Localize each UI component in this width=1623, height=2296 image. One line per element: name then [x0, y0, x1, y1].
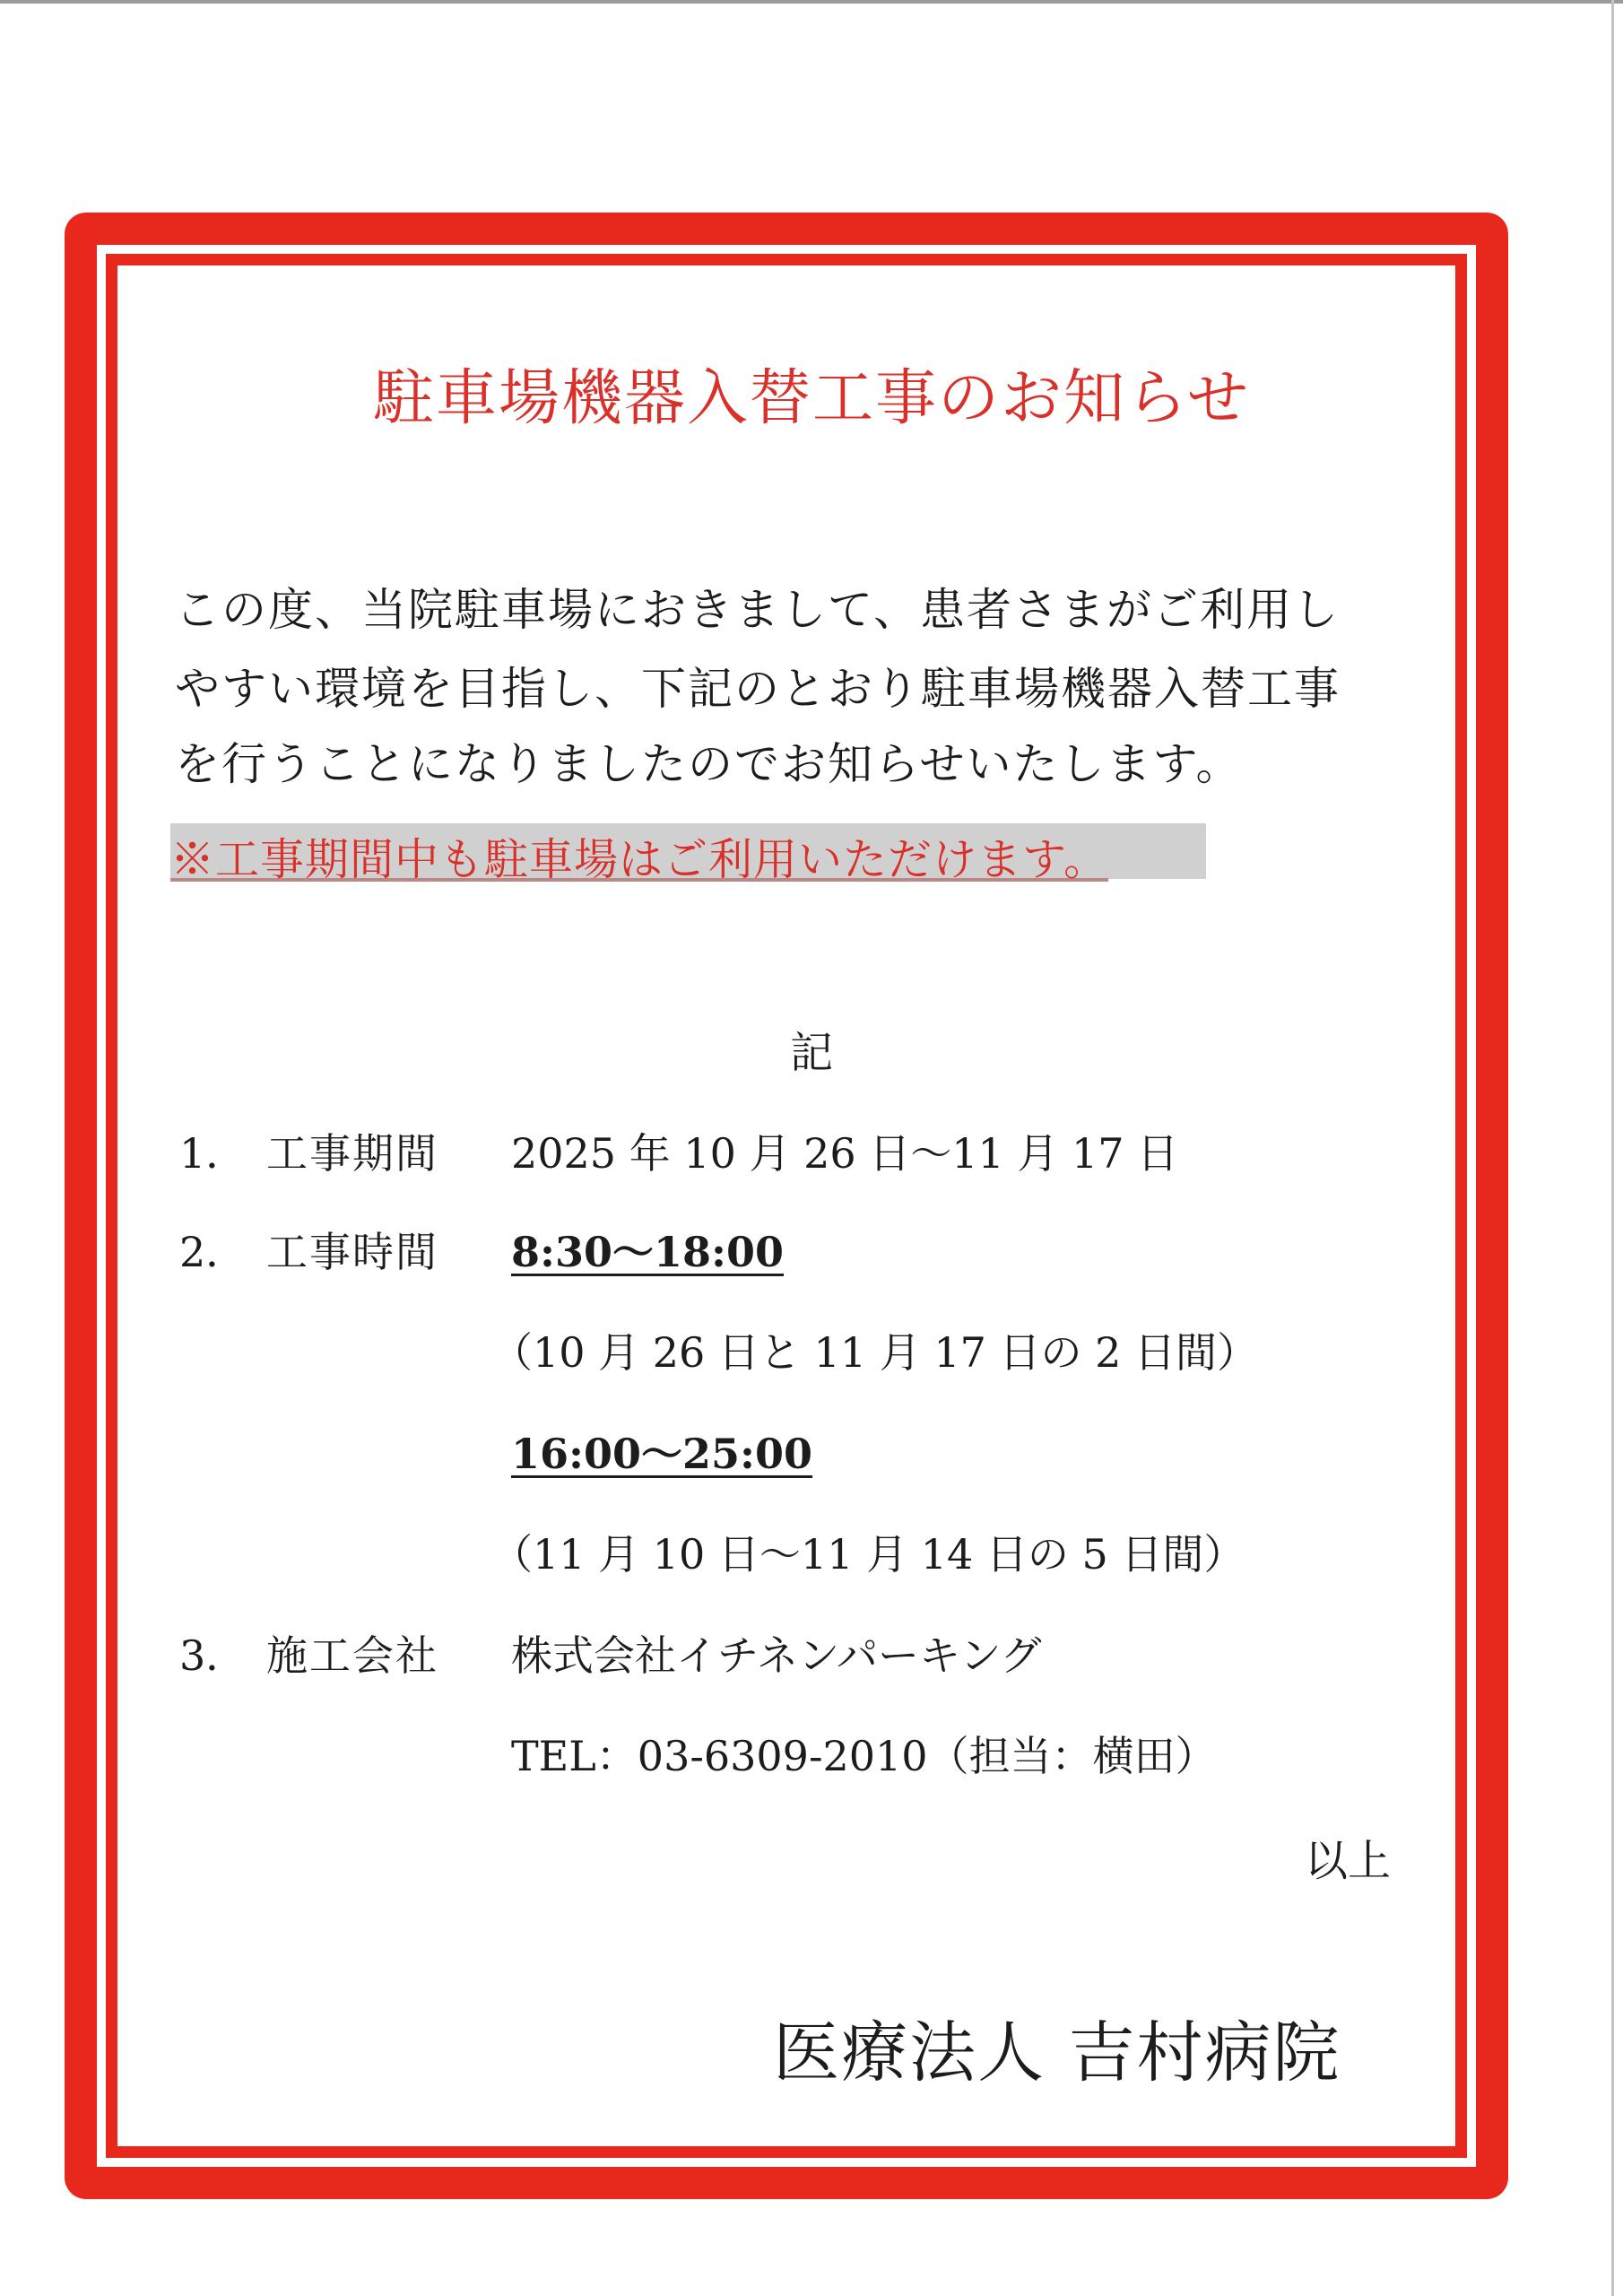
item-3-contact-phone: TEL：03-6309-2010（担当：横田） [511, 1732, 1217, 1780]
scan-edge-right [1611, 0, 1614, 2296]
intro-line-3: を行うことになりましたのでお知らせいたします。 [175, 738, 1243, 790]
item-3-contractor: 株式会社イチネンパーキング [511, 1631, 1042, 1680]
item-2-days-night: （11 月 10 日～11 月 14 日の 5 日間） [491, 1530, 1245, 1578]
item-1-number: 1． [179, 1129, 247, 1178]
item-2-days-day: （10 月 26 日と 11 月 17 日の 2 日間） [491, 1328, 1258, 1377]
item-1-construction-period: 2025 年 10 月 26 日～11 月 17 日 [511, 1129, 1179, 1178]
hospital-signature: 医療法人 吉村病院 [773, 2014, 1341, 2092]
parking-available-notice: ※工事期間中も駐車場はご利用いただけます。 [170, 834, 1109, 885]
frame-white-gap [97, 245, 1476, 2167]
inner-red-border [106, 254, 1467, 2158]
intro-line-2: やすい環境を目指し、下記のとおり駐車場機器入替工事 [175, 663, 1341, 715]
scan-edge-top [0, 0, 1623, 4]
red-border-frame [65, 213, 1508, 2199]
item-3-label: 施工会社 [266, 1631, 438, 1680]
item-2-hours-day: 8:30～18:00 [511, 1228, 785, 1276]
item-3-number: 3． [179, 1631, 247, 1680]
item-2-number: 2． [179, 1228, 247, 1276]
item-1-label: 工事期間 [266, 1129, 438, 1178]
item-2-label: 工事時間 [266, 1228, 438, 1276]
closing-mark: 以上 [1305, 1836, 1392, 1886]
notice-title: 駐車場機器入替工事のお知らせ [373, 363, 1250, 434]
item-2-hours-night: 16:00～25:00 [511, 1430, 813, 1478]
intro-line-1: この度、当院駐車場におきまして、患者さまがご利用し [175, 584, 1340, 636]
ki-heading: 記 [789, 1028, 833, 1078]
